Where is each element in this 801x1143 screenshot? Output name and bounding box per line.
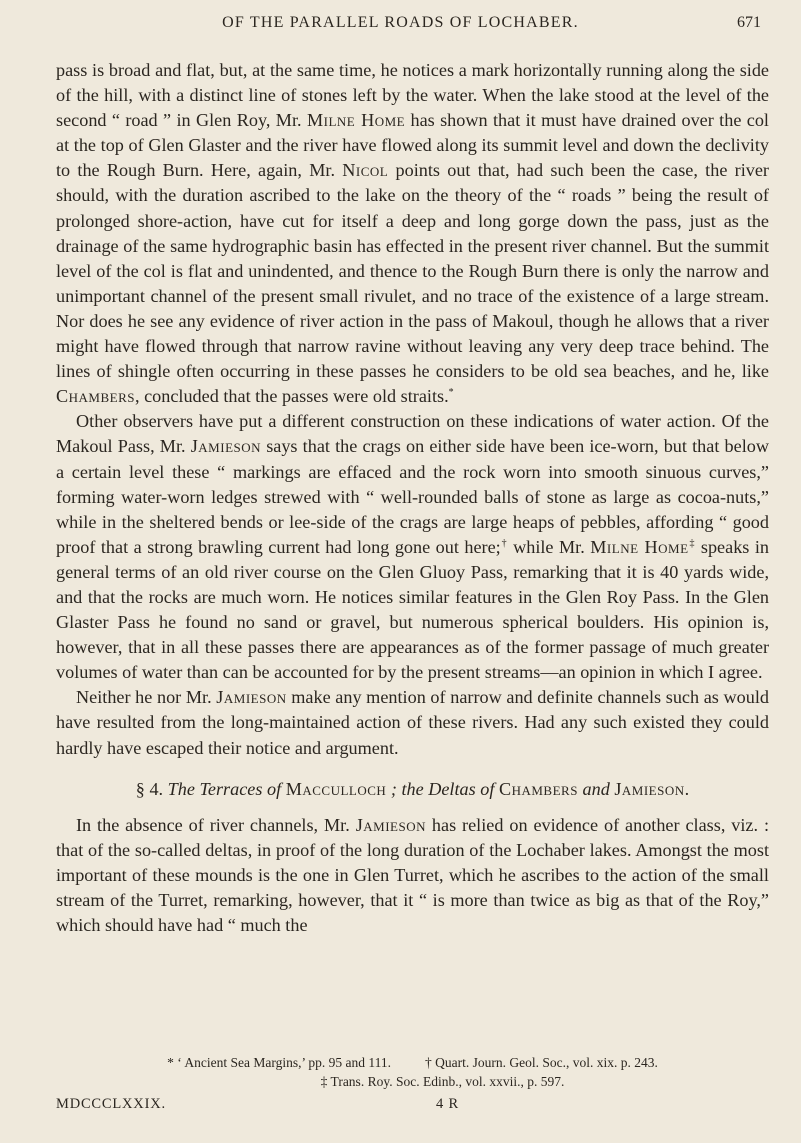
signature-mark: 4 R [436,1096,459,1112]
section-number: § 4. [135,778,164,799]
p1-text-c: has shown that it must have drained over the col at the top of Glen Glaster and the river have flowed along its summit level and down the declivity to the Rough Burn. Here, again, Mr. [56,110,769,181]
p2-text-c: while Mr. [507,536,591,557]
footnote-ref-double-dagger: ‡ [688,537,696,549]
author-jamieson: Jamieson [190,436,262,457]
section-heading [56,777,769,801]
page-number: 671 [737,14,761,31]
footnote-1: * ‘ Ancient Sea Margins,’ pp. 95 and 111. [167,1055,391,1070]
author-jamieson: Jamieson [355,814,426,835]
footnote-ref-star: * [448,387,454,399]
author-jamieson: Jamieson [216,687,287,708]
footnote-ref-dagger: † [500,537,508,549]
p2-text-a: Other observers have put a different construction on these indications of water action. Of the Makoul Pass, Mr. [56,411,769,457]
section-period: . [684,778,690,799]
author-chambers: Chambers [56,386,135,407]
p2-text-d: speaks in general terms of an old river course on the Glen Gluoy Pass, remarking that it is 40 yards wide, and that the rocks are much worn. He notices similar features in the Glen Roy Pass. In the Glen Glaster Pass he found no sand or gravel, but numerous spherical boulders. His opinion is, however, that in all these passes there are appearances as of the former passage of much greater volumes of water than can be accounted for by the present streams—an opinion in which I agree. [56,536,770,683]
p4-text-a: In the absence of river channels, Mr. [76,814,356,835]
section-deltas: ; the Deltas of [390,778,495,799]
p1-text-b: When the lake stood at the level of the second “ road ” in Glen Roy, Mr. [56,85,769,131]
p4-text-b: has relied on evidence of another class, viz. : that of the so-called deltas, in proof of the long duration of the Lochaber lakes. Amongst the most important of these mounds is the one in Glen Turret, which he ascribes to the action of the small stream of the Turret, remarking, however, that it “ is more than twice as big as that of the Roy,” which should have had “ much the [56,814,769,935]
footnotes [56,1053,769,1091]
section-and: and [582,778,610,799]
p3-text-a: Neither he nor Mr. [76,687,217,708]
author-nicol: Nicol [342,160,389,181]
footnote-3: ‡ Trans. Roy. Soc. Edinb., vol. xxvii., p. 597. [320,1074,565,1089]
p3-text-b: make any mention of narrow and definite channels such as would have resulted from the long-maintained action of these rivers. Had any such existed they could hardly have escaped their notice and argument. [56,687,769,758]
footnote-2: † Quart. Journ. Geol. Soc., vol. xix. p. 243. [424,1055,658,1070]
p1-text-a: pass is broad and flat, but, at the same time, he notices a mark horizontally running along the side of the hill, with a distinct line of stones left by the water. [56,60,769,106]
p1-text-d: points out that, had such been the case, the river should, with the duration ascribed to the lake on the theory of the “ roads ” being the result of prolonged shore-action, have cut for itself a deep and long gorge down the pass, just as the drainage of the same hydrographic basin has effected in the present river channel. But the summit level of the col is flat and unindented, and thence to the Rough Burn there is only the narrow and unimportant channel of the present small rivulet, and no trace of the existence of a large stream. Nor does he see any evidence of river action in the pass of Makoul, though he allows that a river might have flowed through that narrow ravine without leaving any very deep trace behind. The lines of shingle often occurring in these passes he considers to be old sea beaches, and he, like [56,160,769,382]
paragraph-4 [56,813,769,938]
signature-year: MDCCCLXXIX. [56,1096,166,1112]
author-milne-home: Milne Home [306,110,406,131]
running-head: OF THE PARALLEL ROADS OF LOCHABER. [222,14,579,31]
author-milne-home: Milne Home [590,536,689,557]
section-macculloch: Macculloch [285,778,387,799]
footnote-row-1 [56,1053,769,1072]
section-jamieson: Jamieson [614,778,685,799]
paragraph-1 [56,58,769,409]
p2-text-b: says that the crags on either side have been ice-worn, but that below a certain level these “ markings are effaced and the rock worn into smooth sinuous curves,” forming water-worn ledges strewed with “ well-rounded balls of stone as large as cocoa-nuts,” while in the sheltered bends or lee-side of the crags are large heaps of pebbles, affording “ good proof that a strong brawling current had long gone out here; [56,436,769,557]
paragraph-2 [56,409,769,685]
p1-text-e: , concluded that the passes were old straits. [134,386,449,407]
body-text [56,58,769,938]
section-chambers: Chambers [498,778,578,799]
section-terraces: The Terraces of [167,778,282,799]
paragraph-3 [56,685,769,760]
footnote-row-2 [56,1072,769,1091]
